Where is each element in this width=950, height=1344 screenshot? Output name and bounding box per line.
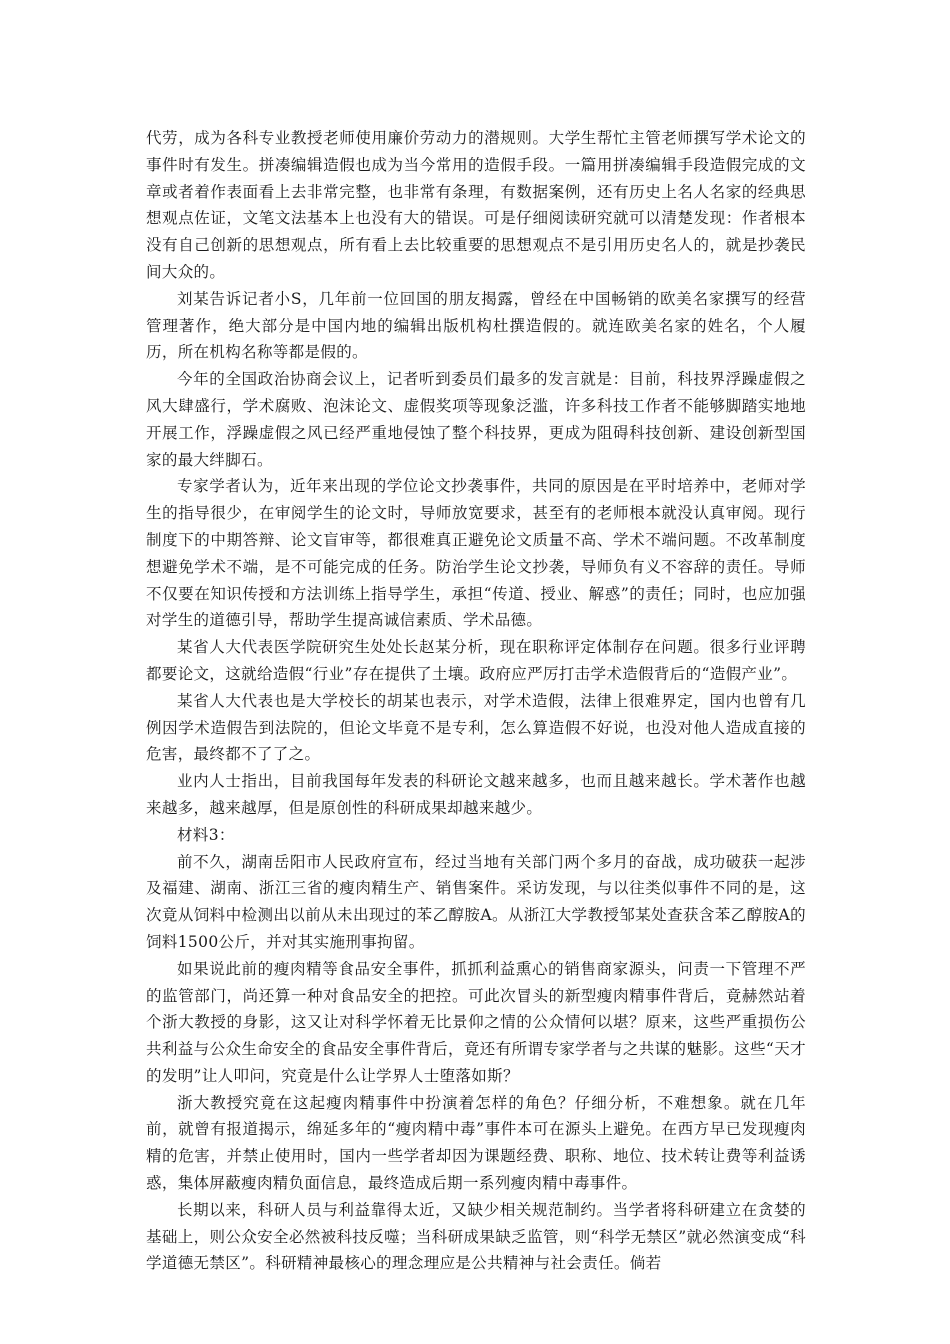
paragraph: 专家学者认为，近年来出现的学位论文抄袭事件，共同的原因是在平时培养中，老师对学生的指导很少，在审阅学生的论文时，导师放宽要求，甚至有的老师根本就没认真审阅。现行制度下的中期答辩、论文盲审等，都很难真正避免论文质量不高、学术不端问题。不改革制度想避免学术不端，是不可能完成的任务。防治学生论文抄袭，导师负有义不容辞的责任。导师不仅要在知识传授和方法训练上指导学生，承担“传道、授业、解惑”的责任；同时，也应加强对学生的道德引导，帮助学生提高诚信素质、学术品德。 <box>146 477 806 630</box>
paragraph: 今年的全国政治协商会议上，记者听到委员们最多的发言就是：目前，科技界浮躁虚假之风大肆盛行，学术腐败、泡沫论文、虚假奖项等现象泛滥，许多科技工作者不能够脚踏实地地开展工作，浮躁虚假之风已经严重地侵蚀了整个科技界，更成为阻碍科技创新、建设创新型国家的最大绊脚石。 <box>146 370 806 469</box>
paragraph: 某省人大代表也是大学校长的胡某也表示，对学术造假，法律上很难界定，国内也曾有几例因学术造假告到法院的，但论文毕竟不是专利，怎么算造假不好说，也没对他人造成直接的危害，最终都不了了之。 <box>146 691 806 764</box>
paragraph: 浙大教授究竟在这起瘦肉精事件中扮演着怎样的角色？仔细分析，不难想象。就在几年前，就曾有报道揭示，绵延多年的“瘦肉精中毒”事件本可在源头上避免。在西方早已发现瘦肉精的危害，并禁止使用时，国内一些学者却因为课题经费、职称、地位、技术转让费等利益诱惑，集体屏蔽瘦肉精负面信息，最终造成后期一系列瘦肉精中毒事件。 <box>146 1093 806 1193</box>
paragraph: 长期以来，科研人员与利益靠得太近，又缺少相关规范制约。当学者将科研建立在贪婪的基础上，则公众安全必然被科技反噬；当科研成果缺乏监管，则“科学无禁区”就必然演变成“科学道德无禁区”。科研精神最核心的理念理应是公共精神与社会责任。倘若 <box>146 1200 806 1273</box>
document-body <box>146 125 806 1277</box>
paragraph: 刘某告诉记者小S，几年前一位回国的朋友揭露，曾经在中国畅销的欧美名家撰写的经营管理著作，绝大部分是中国内地的编辑出版机构杜撰造假的。就连欧美名家的姓名，个人履历，所在机构名称等都是假的。 <box>146 289 806 362</box>
paragraph: 如果说此前的瘦肉精等食品安全事件，抓抓利益熏心的销售商家源头，问责一下管理不严的监管部门，尚还算一种对食品安全的把控。可此次冒头的新型瘦肉精事件背后，竟赫然站着个浙大教授的身影，这又让对科学怀着无比景仰之情的公众情何以堪？原来，这些严重损伤公共利益与公众生命安全的食品安全事件背后，竟还有所谓专家学者与之共谋的魅影。这些“天才的发明”让人叩问，究竟是什么让学界人士堕落如斯？ <box>146 959 806 1085</box>
paragraph: 业内人士指出，目前我国每年发表的科研论文越来越多，也而且越来越长。学术著作也越来越多，越来越厚，但是原创性的科研成果却越来越少。 <box>146 772 806 817</box>
paragraph: 前不久，湖南岳阳市人民政府宣布，经过当地有关部门两个多月的奋战，成功破获一起涉及福建、湖南、浙江三省的瘦肉精生产、销售案件。采访发现，与以往类似事件不同的是，这次竟从饲料中检测出以前从未出现过的苯乙醇胺A。从浙江大学教授邹某处查获含苯乙醇胺A的饲料1500公斤，并对其实施刑事拘留。 <box>146 852 806 951</box>
paragraph: 代劳，成为各科专业教授老师使用廉价劳动力的潜规则。大学生帮忙主管老师撰写学术论文的事件时有发生。拼凑编辑造假也成为当今常用的造假手段。一篇用拼凑编辑手段造假完成的文章或者着作表面看上去非常完整，也非常有条理，有数据案例，还有历史上名人名家的经典思想观点佐证，文笔文法基本上也没有大的错误。可是仔细阅读研究就可以清楚发现：作者根本没有自己创新的思想观点，所有看上去比较重要的思想观点不是引用历史名人的，就是抄袭民间大众的。 <box>146 129 806 281</box>
section-label: 材料3： <box>177 825 235 844</box>
paragraph: 某省人大代表医学院研究生处处长赵某分析，现在职称评定体制存在问题。很多行业评聘都要论文，这就给造假“行业”存在提供了土壤。政府应严厉打击学术造假背后的“造假产业”。 <box>146 638 806 683</box>
